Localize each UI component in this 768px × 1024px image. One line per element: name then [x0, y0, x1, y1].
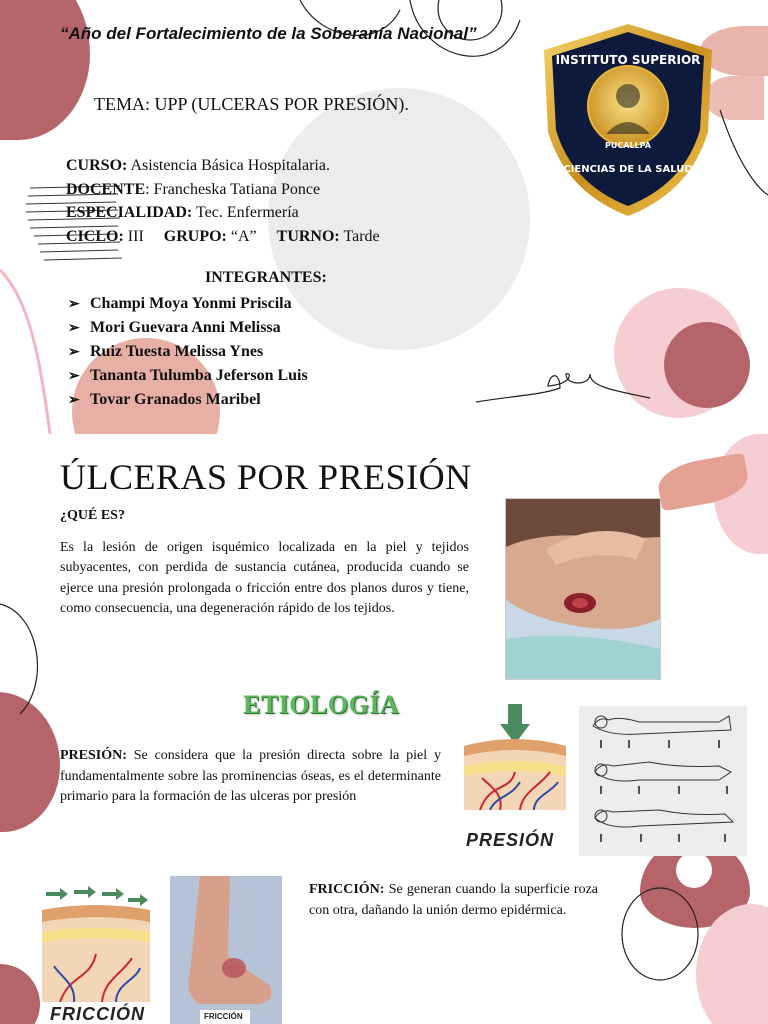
content-page — [0, 434, 768, 1024]
ulcer-patient-photo — [505, 498, 661, 680]
member-name: Ruiz Tuesta Melissa Ynes — [90, 343, 264, 360]
turno-value: Tarde — [339, 227, 380, 245]
list-item — [68, 364, 308, 388]
ciclo-label: CICLO: — [66, 227, 124, 245]
ciclo-row — [66, 225, 380, 249]
logo-city-text: PUCALLPA — [605, 141, 651, 150]
member-name: Tananta Tulumba Jeferson Luis — [90, 367, 308, 384]
arrow-bullet-icon: ➢ — [68, 321, 80, 336]
member-name: Tovar Granados Maribel — [90, 391, 261, 408]
institute-shield-logo — [540, 22, 716, 218]
grupo-value: “A” — [226, 227, 257, 245]
docente-row — [66, 178, 380, 202]
presion-label: PRESIÓN: — [60, 748, 127, 763]
friction-foot-photo — [170, 876, 282, 1024]
cover-page — [0, 0, 768, 434]
etiologia-heading: ETIOLOGÍA — [243, 690, 400, 719]
friccion-label: FRICCIÓN: — [309, 882, 385, 897]
curso-value: Asistencia Básica Hospitalaria. — [127, 157, 330, 174]
friccion-text: Se generan cuando la superficie roza con otra, dañando la unión dermo epidérmica. — [309, 882, 598, 918]
arrow-bullet-icon: ➢ — [68, 297, 80, 312]
list-item — [68, 340, 308, 364]
page-title: ÚLCERAS POR PRESIÓN — [60, 457, 472, 497]
friccion-photo-caption: FRICCIÓN — [204, 1012, 243, 1021]
body-positions-illustration — [579, 706, 747, 856]
especialidad-value: Tec. Enfermería — [192, 204, 299, 221]
presion-caption: PRESIÓN — [466, 830, 555, 850]
curso-label: CURSO: — [66, 157, 128, 174]
presion-text: Se considera que la presión directa sobre la piel y fundamentalmente sobre las prominencias óseas, es el determinante primario para la formación de las ulceras por presión — [60, 748, 441, 804]
docente-label: DOCENTE — [66, 180, 146, 198]
friccion-paragraph — [309, 880, 598, 921]
motto-text: “Año del Fortalecimiento de la Soberanía Nacional” — [60, 24, 477, 43]
member-name: Champi Moya Yonmi Priscila — [90, 295, 292, 312]
presion-paragraph — [60, 746, 441, 808]
lying-positions-figure — [579, 706, 747, 856]
foot-photo-illustration — [170, 876, 282, 1024]
ciclo-value: III — [123, 227, 144, 245]
definition-paragraph: Es la lesión de origen isquémico localizada en la piel y tejidos subyacentes, con perdida de sustancia cutánea, producida cuando se ejerce una presión prolongada o fricción entre dos planos duros y tiene, como consecuencia, una degeneración rápido de los tejidos. — [60, 540, 469, 616]
friction-skin-diagram — [40, 884, 152, 1002]
docente-value: : Francheska Tatiana Ponce — [145, 180, 321, 198]
especialidad-label: ESPECIALIDAD: — [66, 204, 193, 221]
curso-row — [66, 154, 380, 178]
ulcer-photo-illustration — [506, 499, 660, 679]
arrow-bullet-icon: ➢ — [68, 369, 80, 384]
logo-top-text: INSTITUTO SUPERIOR — [555, 53, 701, 67]
topic-heading: TEMA: UPP (ULCERAS POR PRESIÓN). — [94, 94, 409, 114]
arrow-bullet-icon: ➢ — [68, 345, 80, 360]
friccion-caption: FRICCIÓN — [50, 1004, 145, 1024]
member-name: Mori Guevara Anni Melissa — [90, 319, 281, 336]
list-item — [68, 292, 308, 316]
members-list — [68, 292, 308, 412]
arrow-bullet-icon: ➢ — [68, 393, 80, 408]
logo-bottom-text: CIENCIAS DE LA SALUD — [563, 164, 693, 175]
pressure-skin-diagram — [460, 702, 570, 810]
list-item — [68, 316, 308, 340]
turno-label: TURNO: — [276, 227, 340, 245]
especialidad-row — [66, 201, 380, 225]
course-info — [66, 154, 380, 248]
grupo-label: GRUPO: — [163, 227, 227, 245]
list-item — [68, 388, 308, 412]
integrantes-heading: INTEGRANTES: — [205, 269, 327, 286]
que-es-heading: ¿QUÉ ES? — [60, 508, 125, 523]
